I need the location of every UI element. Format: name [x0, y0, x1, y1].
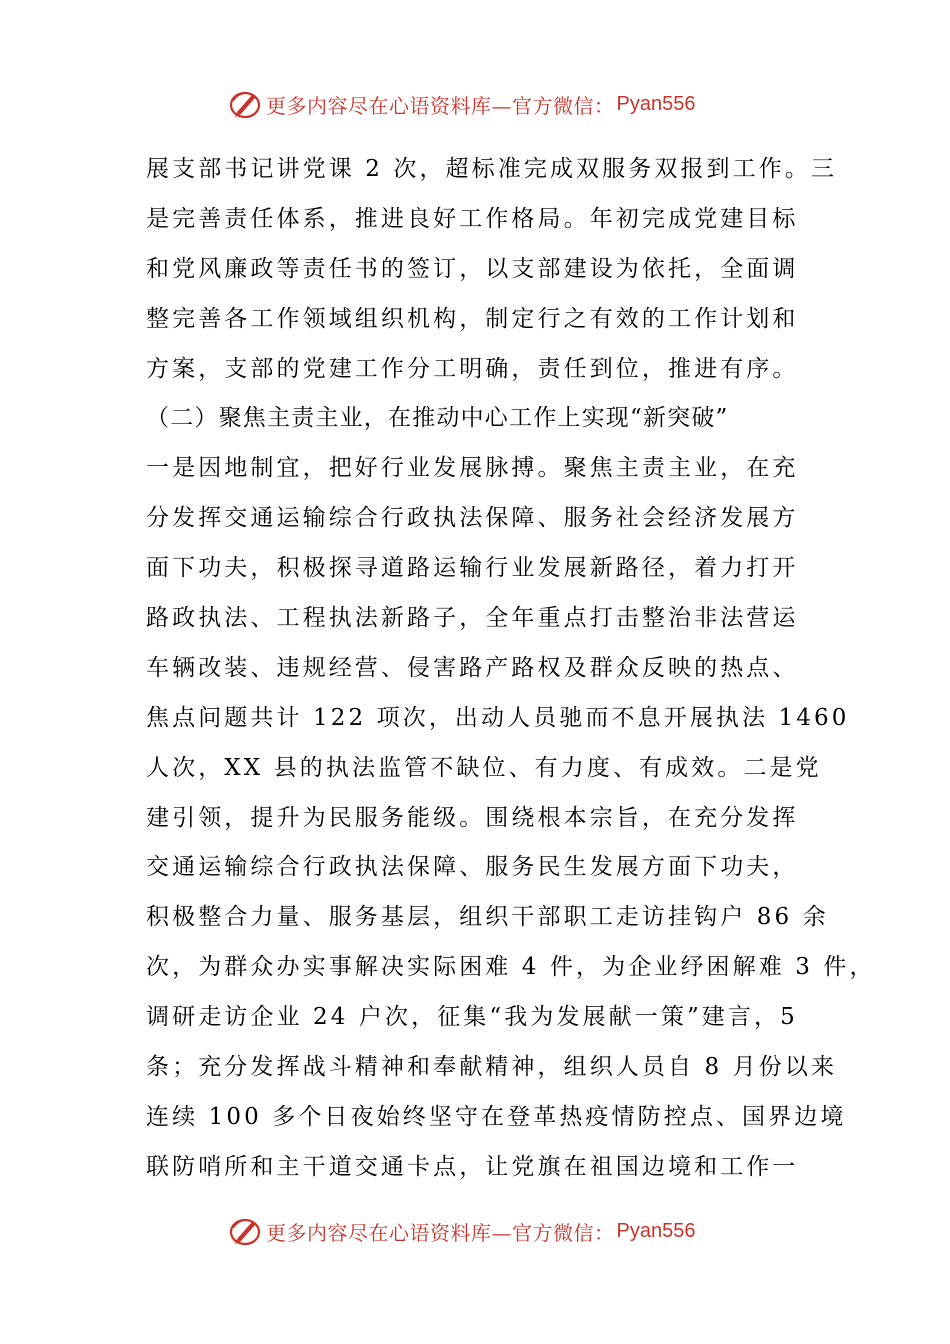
- footer-wechat-id: Pyan556: [616, 1219, 696, 1242]
- header-site-label: 更多内容尽在心语资料库—官方微信：: [266, 93, 615, 118]
- pen-swirl-icon: [228, 1214, 262, 1248]
- body-line: 方案，支部的党建工作分工明确，责任到位，推进有序。: [146, 355, 799, 382]
- body-line: 联防哨所和主干道交通卡点，让党旗在祖国边境和工作一: [146, 1153, 799, 1180]
- body-line: 一是因地制宜，把好行业发展脉搏。聚焦主责主业，在充: [146, 455, 799, 482]
- body-line: 面下功夫，积极探寻道路运输行业发展新路径，着力打开: [146, 555, 799, 582]
- body-line: 次，为群众办实事解决实际困难 4 件，为企业纾困解难 3 件，: [146, 954, 876, 981]
- body-line: 展支部书记讲党课 2 次，超标准完成双服务双报到工作。三: [146, 156, 838, 182]
- footer-watermark: [228, 1213, 695, 1249]
- body-line: 积极整合力量、服务基层，组织干部职工走访挂钩户 86 余: [146, 904, 829, 931]
- pen-swirl-icon: [228, 87, 262, 121]
- header-watermark: [228, 86, 695, 122]
- body-line: 连续 100 多个日夜始终坚守在登革热疫情防控点、国界边境: [146, 1103, 847, 1130]
- body-line: 条；充分发挥战斗精神和奉献精神，组织人员自 8 月份以来: [146, 1054, 838, 1081]
- body-line: 调研走访企业 24 户次，征集“我为发展献一策”建言，5: [146, 1004, 798, 1031]
- body-line: 整完善各工作领域组织机构，制定行之有效的工作计划和: [146, 305, 799, 332]
- body-line: 分发挥交通运输综合行政执法保障、服务社会经济发展方: [146, 505, 799, 532]
- header-wechat-id: Pyan556: [616, 92, 696, 115]
- body-line: 是完善责任体系，推进良好工作格局。年初完成党建目标: [146, 205, 799, 232]
- body-line: 焦点问题共计 122 项次，出动人员驰而不息开展执法 1460: [146, 704, 850, 731]
- body-line: 路政执法、工程执法新路子，全年重点打击整治非法营运: [146, 605, 799, 632]
- body-line: 建引领，提升为民服务能级。围绕根本宗旨，在充分发挥: [146, 804, 799, 831]
- section-heading: （二）聚焦主责主业，在推动中心工作上实现“新突破”: [146, 405, 729, 432]
- body-line: 交通运输综合行政执法保障、服务民生发展方面下功夫，: [146, 854, 799, 881]
- body-line: 和党风廉政等责任书的签订，以支部建设为依托，全面调: [146, 255, 799, 282]
- footer-site-label: 更多内容尽在心语资料库—官方微信：: [266, 1220, 615, 1245]
- body-line: 车辆改装、违规经营、侵害路产路权及群众反映的热点、: [146, 654, 799, 681]
- body-line: 人次，XX 县的执法监管不缺位、有力度、有成效。二是党: [146, 754, 822, 781]
- body-paragraphs: [146, 145, 876, 1193]
